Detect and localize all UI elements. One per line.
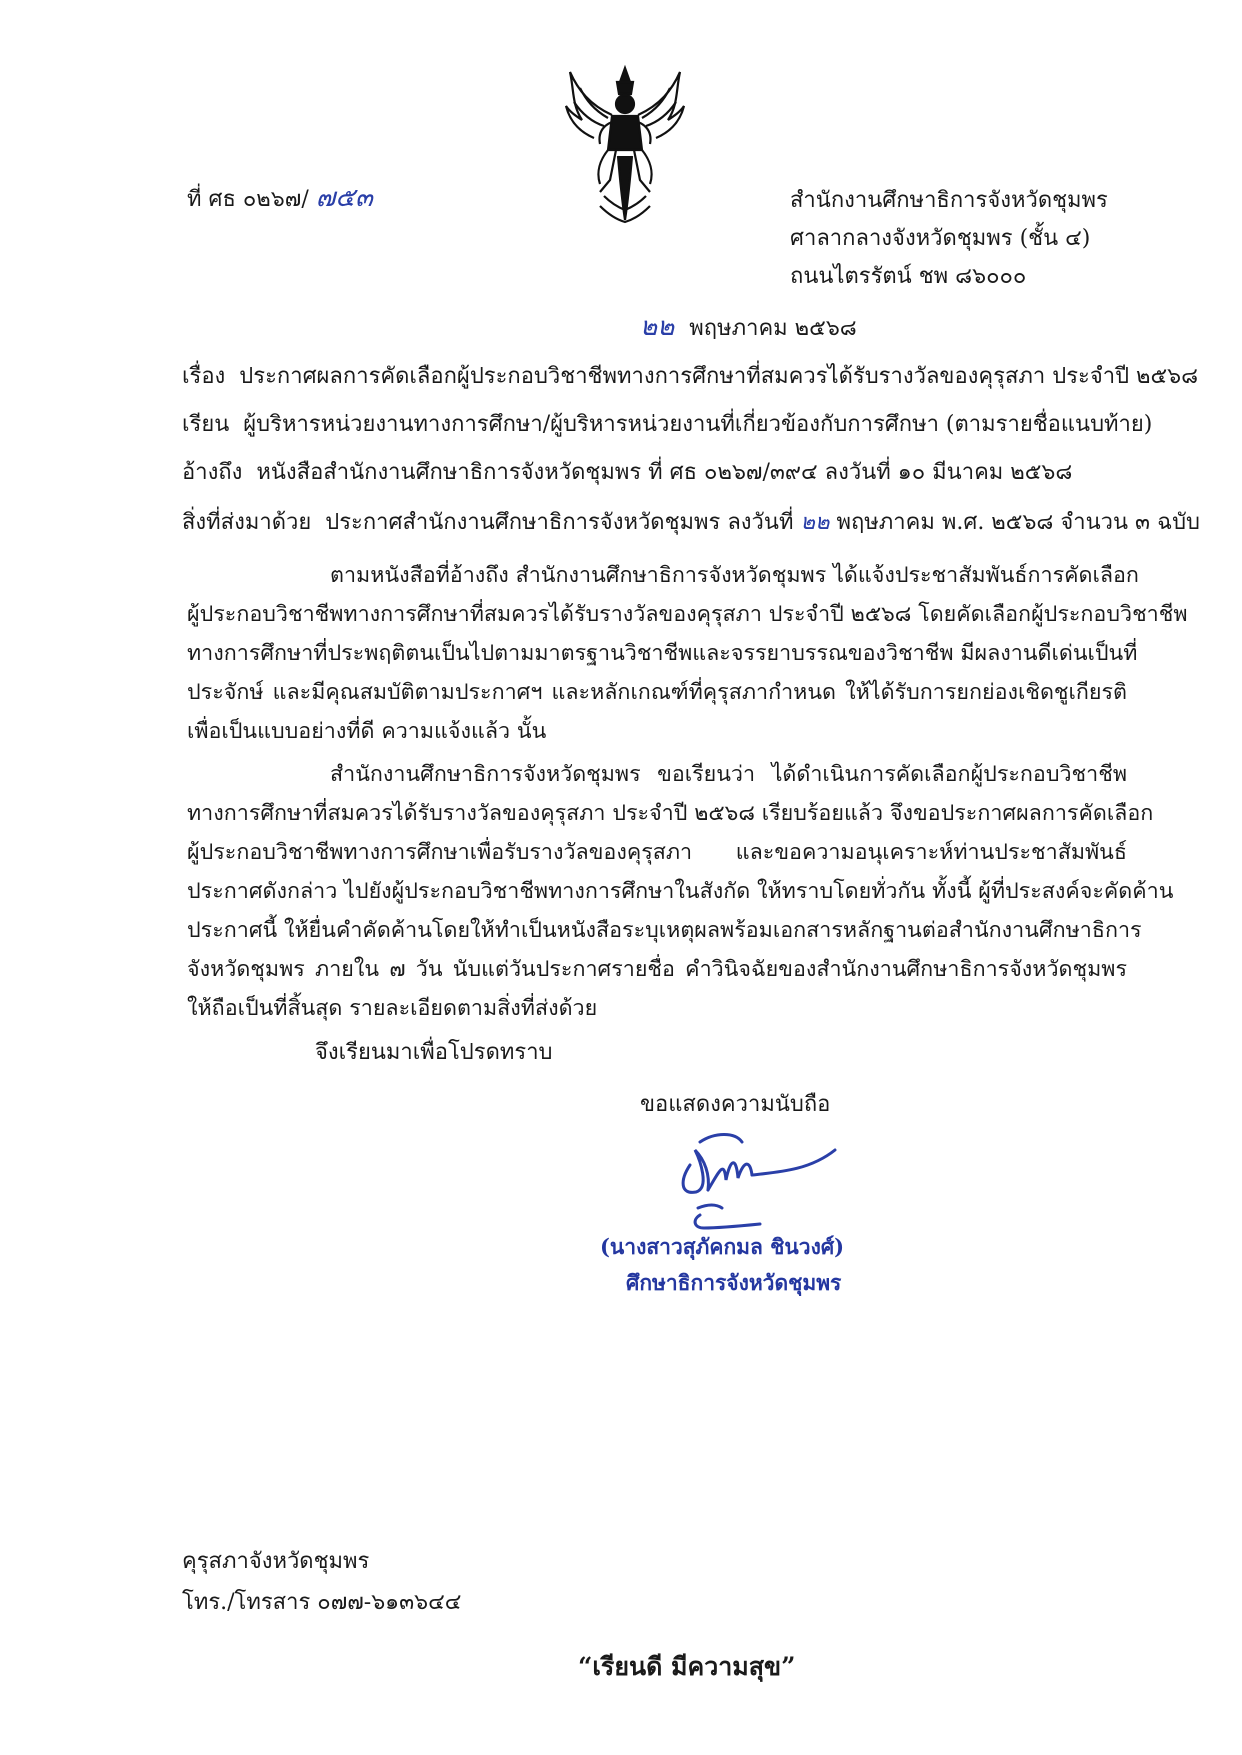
paragraph-2-line-7: ให้ถือเป็นที่สิ้นสุด รายละเอียดตามสิ่งที่ส่งด้วย: [187, 996, 598, 1021]
paragraph-1-line-1: ตามหนังสือที่อ้างถึง สำนักงานศึกษาธิการจังหวัดชุมพร ได้แจ้งประชาสัมพันธ์การคัดเลือก: [330, 563, 1139, 588]
closing-text: จึงเรียนมาเพื่อโปรดทราบ: [315, 1040, 553, 1065]
footer-phone: โทร./โทรสาร ๐๗๗-๖๑๓๖๔๔: [182, 1590, 462, 1615]
office-line-1: สำนักงานศึกษาธิการจังหวัดชุมพร: [790, 188, 1108, 213]
reference-prefix: ที่ ศธ ๐๒๖๗/: [187, 187, 309, 212]
enclosure-label: สิ่งที่ส่งมาด้วย: [182, 510, 312, 535]
recipient-line: [182, 410, 1152, 440]
date-month-year: พฤษภาคม ๒๕๖๘: [689, 316, 857, 341]
paragraph-2-line-6: จังหวัดชุมพร ภายใน ๗ วัน นับแต่วันประกาศรายชื่อ คำวินิจฉัยของสำนักงานศึกษาธิการจังหวัดชุมพร: [187, 957, 1127, 982]
paragraph-1-line-5: เพื่อเป็นแบบอย่างที่ดี ความแจ้งแล้ว นั้น: [187, 719, 547, 744]
reference-text: หนังสือสำนักงานศึกษาธิการจังหวัดชุมพร ที่ ศธ ๐๒๖๗/๓๙๔ ลงวันที่ ๑๐ มีนาคม ๒๕๖๘: [256, 460, 1073, 485]
office-line-3: ถนนไตรรัตน์ ชพ ๘๖๐๐๐: [790, 264, 1027, 289]
paragraph-1-line-3: ทางการศึกษาที่ประพฤติตนเป็นไปตามมาตรฐานวิชาชีพและจรรยาบรรณของวิชาชีพ มีผลงานดีเด่นเป็นที่: [187, 641, 1138, 666]
paragraph-1-line-4: ประจักษ์ และมีคุณสมบัติตามประกาศฯ และหลักเกณฑ์ที่คุรุสภากำหนด ให้ได้รับการยกย่องเชิดชูเกียรติ: [187, 680, 1127, 705]
subject-label: เรื่อง: [182, 364, 226, 389]
enclosure-text-2: พฤษภาคม พ.ศ. ๒๕๖๘ จำนวน ๓ ฉบับ: [836, 510, 1201, 535]
subject-line: [182, 362, 1198, 392]
signatory-position: ศึกษาธิการจังหวัดชุมพร: [626, 1270, 842, 1295]
reference-label: อ้างถึง: [182, 460, 243, 485]
paragraph-1-line-2: ผู้ประกอบวิชาชีพทางการศึกษาที่สมควรได้รับรางวัลของคุรุสภา ประจำปี ๒๕๖๘ โดยคัดเลือกผู้ประกอบวิชาชีพ: [187, 602, 1188, 627]
regards-text: ขอแสดงความนับถือ: [640, 1092, 831, 1117]
enclosure-line: [182, 508, 1200, 538]
enclosure-day-handwritten: ๒๒: [800, 510, 830, 535]
paragraph-2-line-3: ผู้ประกอบวิชาชีพทางการศึกษาเพื่อรับรางวัลของคุรุสภา และขอความอนุเคราะห์ท่านประชาสัมพันธ์: [187, 840, 1127, 865]
office-line-2: ศาลากลางจังหวัดชุมพร (ชั้น ๔): [790, 226, 1091, 251]
recipient-text: ผู้บริหารหน่วยงานทางการศึกษา/ผู้บริหารหน่วยงานที่เกี่ยวข้องกับการศึกษา (ตามรายชื่อแนบท้าย): [243, 412, 1153, 437]
signatory-name: (นางสาวสุภัคกมล ชินวงศ์): [600, 1234, 845, 1259]
footer-department: คุรุสภาจังหวัดชุมพร: [182, 1549, 370, 1574]
subject-text: ประกาศผลการคัดเลือกผู้ประกอบวิชาชีพทางการศึกษาที่สมควรได้รับรางวัลของคุรุสภา ประจำปี ๒๕๖๘: [239, 364, 1199, 389]
paragraph-2-line-2: ทางการศึกษาที่สมควรได้รับรางวัลของคุรุสภา ประจำปี ๒๕๖๘ เรียบร้อยแล้ว จึงขอประกาศผลการคัดเลือก: [187, 801, 1154, 826]
enclosure-text-1: ประกาศสำนักงานศึกษาธิการจังหวัดชุมพร ลงวันที่: [325, 510, 794, 535]
reference-number-handwritten: ๗๕๓: [315, 183, 373, 213]
recipient-label: เรียน: [182, 412, 230, 437]
paragraph-2-line-1: สำนักงานศึกษาธิการจังหวัดชุมพร ขอเรียนว่า ได้ดำเนินการคัดเลือกผู้ประกอบวิชาชีพ: [330, 762, 1127, 787]
paragraph-2-line-4: ประกาศดังกล่าว ไปยังผู้ประกอบวิชาชีพทางการศึกษาในสังกัด ให้ทราบโดยทั่วกัน ทั้งนี้ ผู้ที่ประสงค์จะคัดค้าน: [187, 879, 1174, 904]
paragraph-2-line-5: ประกาศนี้ ให้ยื่นคำคัดค้านโดยให้ทำเป็นหนังสือระบุเหตุผลพร้อมเอกสารหลักฐานต่อสำนักงานศึกษาธิการ: [187, 918, 1142, 943]
reference-number: [187, 183, 373, 215]
reference-line: [182, 458, 1072, 488]
handwritten-signature: [660, 1120, 860, 1240]
footer-slogan: “เรียนดี มีความสุข”: [578, 1652, 796, 1681]
date-day-handwritten: ๒๒: [640, 312, 675, 342]
garuda-emblem: [560, 60, 690, 230]
letter-date: [640, 312, 857, 344]
